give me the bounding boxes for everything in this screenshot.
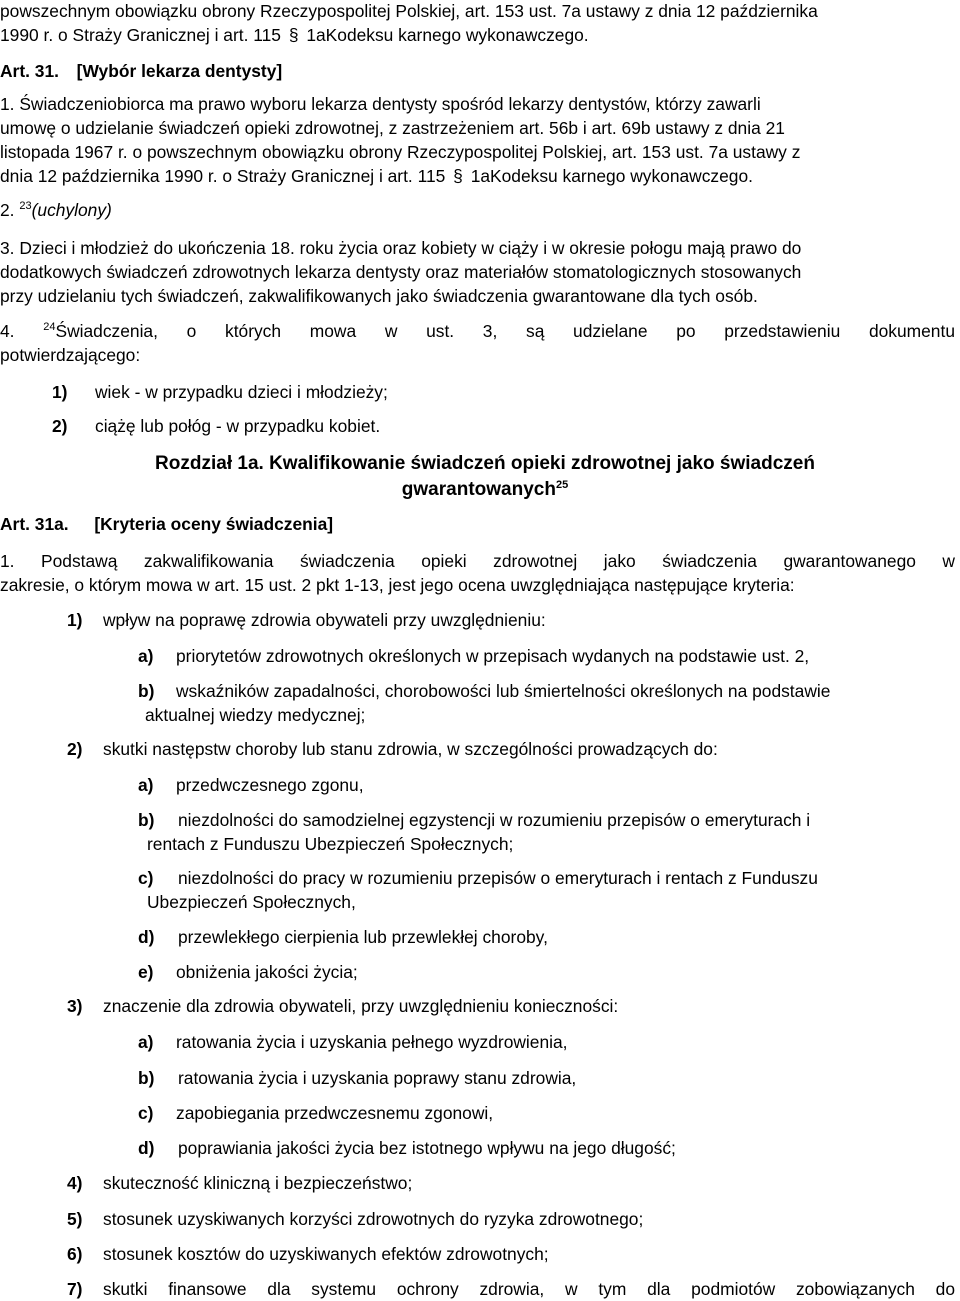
list-letter: a): [138, 1032, 154, 1052]
text: 1990 r. o Straży Granicznej i art. 115: [0, 25, 281, 45]
article-number: Art. 31a.: [0, 514, 69, 534]
text: 1aKodeksu karnego wykonawczego.: [470, 166, 753, 186]
list-text: przedwczesnego zgonu,: [176, 775, 364, 795]
criterion-item: [67, 1172, 412, 1195]
list-item: [52, 415, 380, 438]
criterion-item: [67, 995, 618, 1018]
text: dodatkowych świadczeń zdrowotnych lekarza dentysty oraz materiałów stomatologicznych stosowanych: [0, 262, 802, 282]
chapter-title-line2: gwarantowanych: [401, 478, 556, 500]
chapter-title-line1: Rozdział 1a. Kwalifikowanie świadczeń opieki zdrowotnej jako świadczeń: [155, 453, 815, 474]
list-letter: c): [138, 1103, 154, 1123]
list-number: 4): [67, 1173, 83, 1193]
text: 1aKodeksu karnego wykonawczego.: [306, 25, 589, 45]
paragraph-number: 4.: [0, 321, 15, 341]
sub-item: [138, 1031, 568, 1054]
criterion-item: [67, 1243, 549, 1266]
text-line: [0, 285, 960, 308]
list-text: skuteczność kliniczną i bezpieczeństwo;: [103, 1173, 413, 1193]
list-item: [52, 381, 388, 404]
list-letter: e): [138, 962, 154, 982]
text: dnia 12 października 1990 r. o Straży Granicznej i art. 115: [0, 166, 446, 186]
sub-item: [138, 809, 810, 832]
list-text: Ubezpieczeń Społecznych,: [147, 892, 356, 912]
text-line: [0, 117, 960, 140]
sub-item: [138, 961, 358, 984]
text: 1. Podstawą zakwalifikowania świadczenia opieki zdrowotnej jako świadczenia gwarantowanego w: [0, 551, 955, 571]
text: powszechnym obowiązku obrony Rzeczypospolitej Polskiej, art. 153 ust. 7a ustawy z dnia 12 października: [0, 1, 818, 21]
sub-item: [138, 1067, 576, 1090]
list-text: priorytetów zdrowotnych określonych w przepisach wydanych na podstawie ust. 2,: [176, 646, 810, 666]
paragraph-number: 2.: [0, 200, 15, 220]
text: przy udzielaniu tych świadczeń, zakwalifikowanych jako świadczenia gwarantowane dla tych osób.: [0, 286, 758, 306]
list-number: 1): [52, 382, 68, 402]
list-text: aktualnej wiedzy medycznej;: [145, 705, 366, 725]
list-text: ratowania życia i uzyskania pełnego wyzdrowienia,: [176, 1032, 568, 1052]
list-text: przewlekłego cierpienia lub przewlekłej choroby,: [178, 927, 548, 947]
text: potwierdzającego:: [0, 345, 141, 365]
criterion-item: [67, 738, 718, 761]
list-text: rentach z Funduszu Ubezpieczeń Społecznych;: [147, 834, 514, 854]
paragraph-2: [0, 199, 960, 222]
list-text: wpływ na poprawę zdrowia obywateli przy uwzględnieniu:: [103, 610, 546, 630]
criterion-item: [67, 1278, 955, 1301]
list-text: niezdolności do samodzielnej egzystencji w rozumieniu przepisów o emeryturach i: [178, 810, 811, 830]
list-text: stosunek kosztów do uzyskiwanych efektów zdrowotnych;: [103, 1244, 549, 1264]
sub-item: [138, 1102, 493, 1125]
section-sign-icon: §: [288, 25, 299, 45]
text-line: [0, 344, 960, 367]
article-heading: [0, 513, 333, 536]
text: Świadczenia, o których mowa w ust. 3, są udzielane po przedstawieniu dokumentu: [55, 321, 955, 341]
text: umowę o udzielanie świadczeń opieki zdrowotnej, z zastrzeżeniem art. 56b i art. 69b ustawy z dnia 21: [0, 118, 785, 138]
sub-item: [138, 1137, 676, 1160]
sub-item: [138, 680, 830, 703]
sub-item-continuation: [145, 704, 365, 727]
list-letter: b): [138, 810, 155, 830]
sub-item: [138, 774, 364, 797]
list-letter: a): [138, 646, 154, 666]
criterion-item: [67, 609, 546, 632]
list-letter: c): [138, 868, 154, 888]
text-line: [0, 237, 960, 260]
text: 1. Świadczeniobiorca ma prawo wyboru lekarza dentysty spośród lekarzy dentystów, którzy zawarli: [0, 94, 761, 114]
list-letter: d): [138, 927, 155, 947]
list-number: 1): [67, 610, 83, 630]
list-text: znaczenie dla zdrowia obywateli, przy uwzględnieniu konieczności:: [103, 996, 619, 1016]
chapter-heading: [95, 451, 875, 502]
list-text: stosunek uzyskiwanych korzyści zdrowotnych do ryzyka zdrowotnego;: [103, 1209, 644, 1229]
list-number: 7): [67, 1279, 83, 1299]
article-title: [Kryteria oceny świadczenia]: [94, 514, 334, 534]
text: zakresie, o którym mowa w art. 15 ust. 2 pkt 1-13, jest jego ocena uwzględniająca następujące kryteria:: [0, 575, 795, 595]
list-text: wiek - w przypadku dzieci i młodzieży;: [95, 382, 388, 402]
text: (uchylony): [31, 200, 112, 220]
text-line: [0, 141, 960, 164]
sub-item-continuation: [147, 833, 513, 856]
list-number: 3): [67, 996, 83, 1016]
text: listopada 1967 r. o powszechnym obowiązku obrony Rzeczypospolitej Polskiej, art. 153 ust. 7a ustawy z: [0, 142, 801, 162]
list-text: wskaźników zapadalności, chorobowości lub śmiertelności określonych na podstawie: [176, 681, 831, 701]
text-line: [0, 93, 960, 116]
list-letter: b): [138, 1068, 155, 1088]
section-sign-icon: §: [453, 166, 463, 186]
text-line: [0, 165, 960, 188]
text-line: [0, 261, 960, 284]
text-line: [0, 0, 960, 23]
list-text: niezdolności do pracy w rozumieniu przepisów o emeryturach i rentach z Funduszu: [178, 868, 818, 888]
list-number: 6): [67, 1244, 83, 1264]
article-number: Art. 31.: [0, 61, 59, 81]
list-text: zapobiegania przedwczesnemu zgonowi,: [176, 1103, 494, 1123]
sub-item: [138, 926, 548, 949]
list-text: ciążę lub połóg - w przypadku kobiet.: [95, 416, 381, 436]
paragraph-4: [0, 320, 955, 343]
list-text: skutki następstw choroby lub stanu zdrowia, w szczególności prowadzących do:: [103, 739, 718, 759]
text: 3. Dzieci i młodzież do ukończenia 18. roku życia oraz kobiety w ciąży i w okresie połogu mają prawo do: [0, 238, 802, 258]
list-letter: d): [138, 1138, 155, 1158]
list-text: skutki finansowe dla systemu ochrony zdrowia, w tym dla podmiotów zobowiązanych do: [103, 1279, 955, 1299]
list-number: 2): [67, 739, 83, 759]
text-line: [0, 550, 955, 573]
sub-item: [138, 867, 818, 890]
article-title: [Wybór lekarza dentysty]: [76, 61, 283, 81]
footnote-ref: 23: [19, 200, 32, 212]
list-number: 2): [52, 416, 68, 436]
text-line: [0, 574, 960, 597]
criterion-item: [67, 1208, 643, 1231]
list-number: 5): [67, 1209, 83, 1229]
list-text: ratowania życia i uzyskania poprawy stanu zdrowia,: [178, 1068, 577, 1088]
list-text: obniżenia jakości życia;: [176, 962, 358, 982]
article-heading: [0, 60, 282, 83]
footnote-ref: 25: [555, 478, 569, 491]
list-letter: a): [138, 775, 154, 795]
sub-item: [138, 645, 809, 668]
list-letter: b): [138, 681, 155, 701]
sub-item-continuation: [147, 891, 356, 914]
text-line: [0, 24, 960, 47]
list-text: poprawiania jakości życia bez istotnego wpływu na jego długość;: [178, 1138, 676, 1158]
footnote-ref: 24: [43, 321, 56, 333]
